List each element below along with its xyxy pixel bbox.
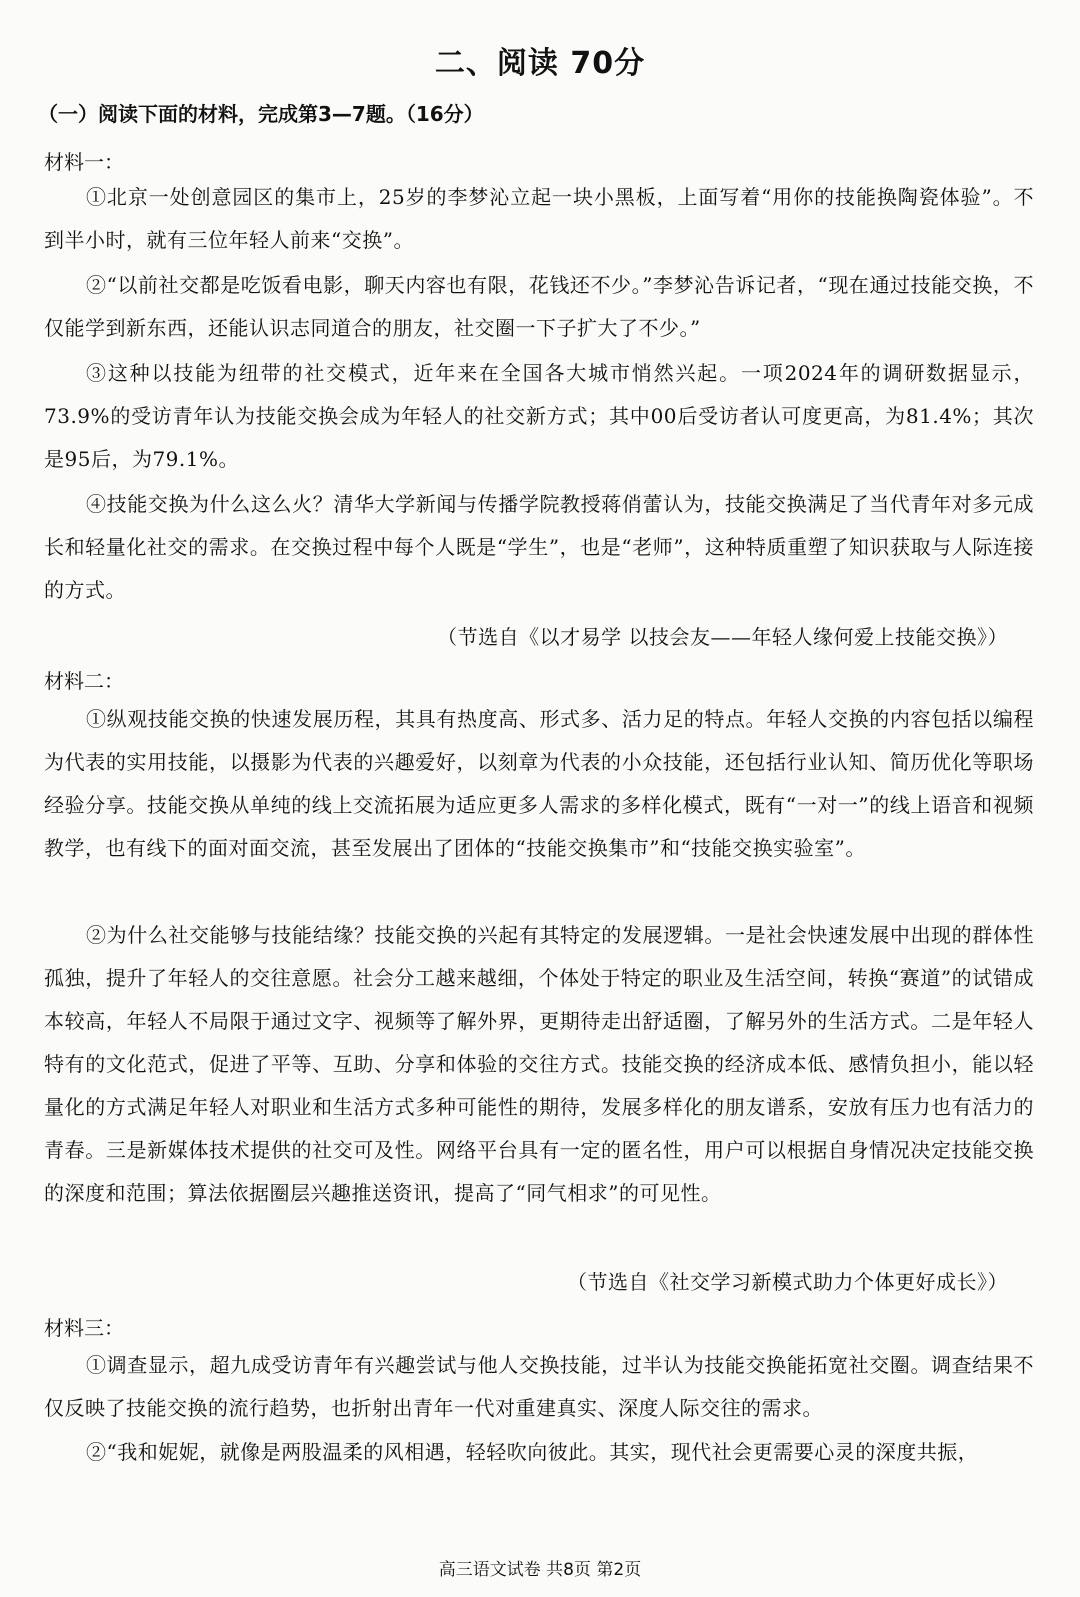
page-footer: 高三语文试卷 共8页 第2页	[438, 1560, 642, 1580]
material1-paragraph-3: ③这种以技能为纽带的社交模式，近年来在全国各大城市悄然兴起。一项2024年的调研数据显示，73.9%的受访青年认为技能交换会成为年轻人的社交新方式；其中00后受访者认可度更高，为81.4%；其次是95后，为79.1%。	[44, 361, 1034, 471]
material2-paragraph-2: ②为什么社交能够与技能结缘？技能交换的兴起有其特定的发展逻辑。一是社会快速发展中出现的群体性孤独，提升了年轻人的交往意愿。社会分工越来越细，个体处于特定的职业及生活空间，转换“赛道”的试错成本较高，年轻人不局限于通过文字、视频等了解外界，更期待走出舒适圈，了解另外的生活方式。二是年轻人特有的文化范式，促进了平等、互助、分享和体验的交往方式。技能交换的经济成本低、感情负担小，能以轻量化的方式满足年轻人对职业和生活方式多种可能性的期待，发展多样化的朋友谱系，安放有压力也有活力的青春。三是新媒体技术提供的社交可及性。网络平台具有一定的匿名性，用户可以根据自身情况决定技能交换的深度和范围；算法依据圈层兴趣推送资讯，提高了“同气相求”的可见性。	[44, 923, 1034, 1205]
material1-paragraph-4: ④技能交换为什么这么火？清华大学新闻与传播学院教授蒋俏蕾认为，技能交换满足了当代青年对多元成长和轻量化社交的需求。在交换过程中每个人既是“学生”，也是“老师”，这种特质重塑了知识获取与人际连接的方式。	[44, 492, 1034, 602]
material3-paragraph-1: ①调查显示，超九成受访青年有兴趣尝试与他人交换技能，过半认为技能交换能拓宽社交圈。调查结果不仅反映了技能交换的流行趋势，也折射出青年一代对重建真实、深度人际交往的需求。	[44, 1353, 1034, 1420]
material1-paragraph-1: ①北京一处创意园区的集市上，25岁的李梦沁立起一块小黑板，上面写着“用你的技能换陶瓷体验”。不到半小时，就有三位年轻人前来“交换”。	[44, 185, 1034, 252]
material1-source: （节选自《以才易学 以技会友——年轻人缘何爱上技能交换》）	[437, 625, 1008, 649]
material1-label: 材料一：	[44, 150, 124, 174]
page-title: 二、阅读 70分	[434, 46, 646, 81]
material2-source: （节选自《社交学习新模式助力个体更好成长》）	[567, 1270, 1008, 1294]
material2-paragraph-1: ①纵观技能交换的快速发展历程，其具有热度高、形式多、活力足的特点。年轻人交换的内容包括以编程为代表的实用技能，以摄影为代表的兴趣爱好，以刻章为代表的小众技能，还包括行业认知、简历优化等职场经验分享。技能交换从单纯的线上交流拓展为适应更多人需求的多样化模式，既有“一对一”的线上语音和视频教学，也有线下的面对面交流，甚至发展出了团体的“技能交换集市”和“技能交换实验室”。	[44, 707, 1034, 860]
material3-paragraph-2: ②“我和妮妮，就像是两股温柔的风相遇，轻轻吹向彼此。其实，现代社会更需要心灵的深度共振，	[86, 1440, 979, 1464]
material3-label: 材料三：	[44, 1316, 124, 1340]
section-heading: （一）阅读下面的材料，完成第3—7题。（16分）	[38, 102, 484, 126]
material2-label: 材料二：	[44, 669, 124, 693]
material1-paragraph-2: ②“以前社交都是吃饭看电影，聊天内容也有限，花钱还不少。”李梦沁告诉记者，“现在通过技能交换，不仅能学到新东西，还能认识志同道合的朋友，社交圈一下子扩大了不少。”	[44, 273, 1034, 340]
